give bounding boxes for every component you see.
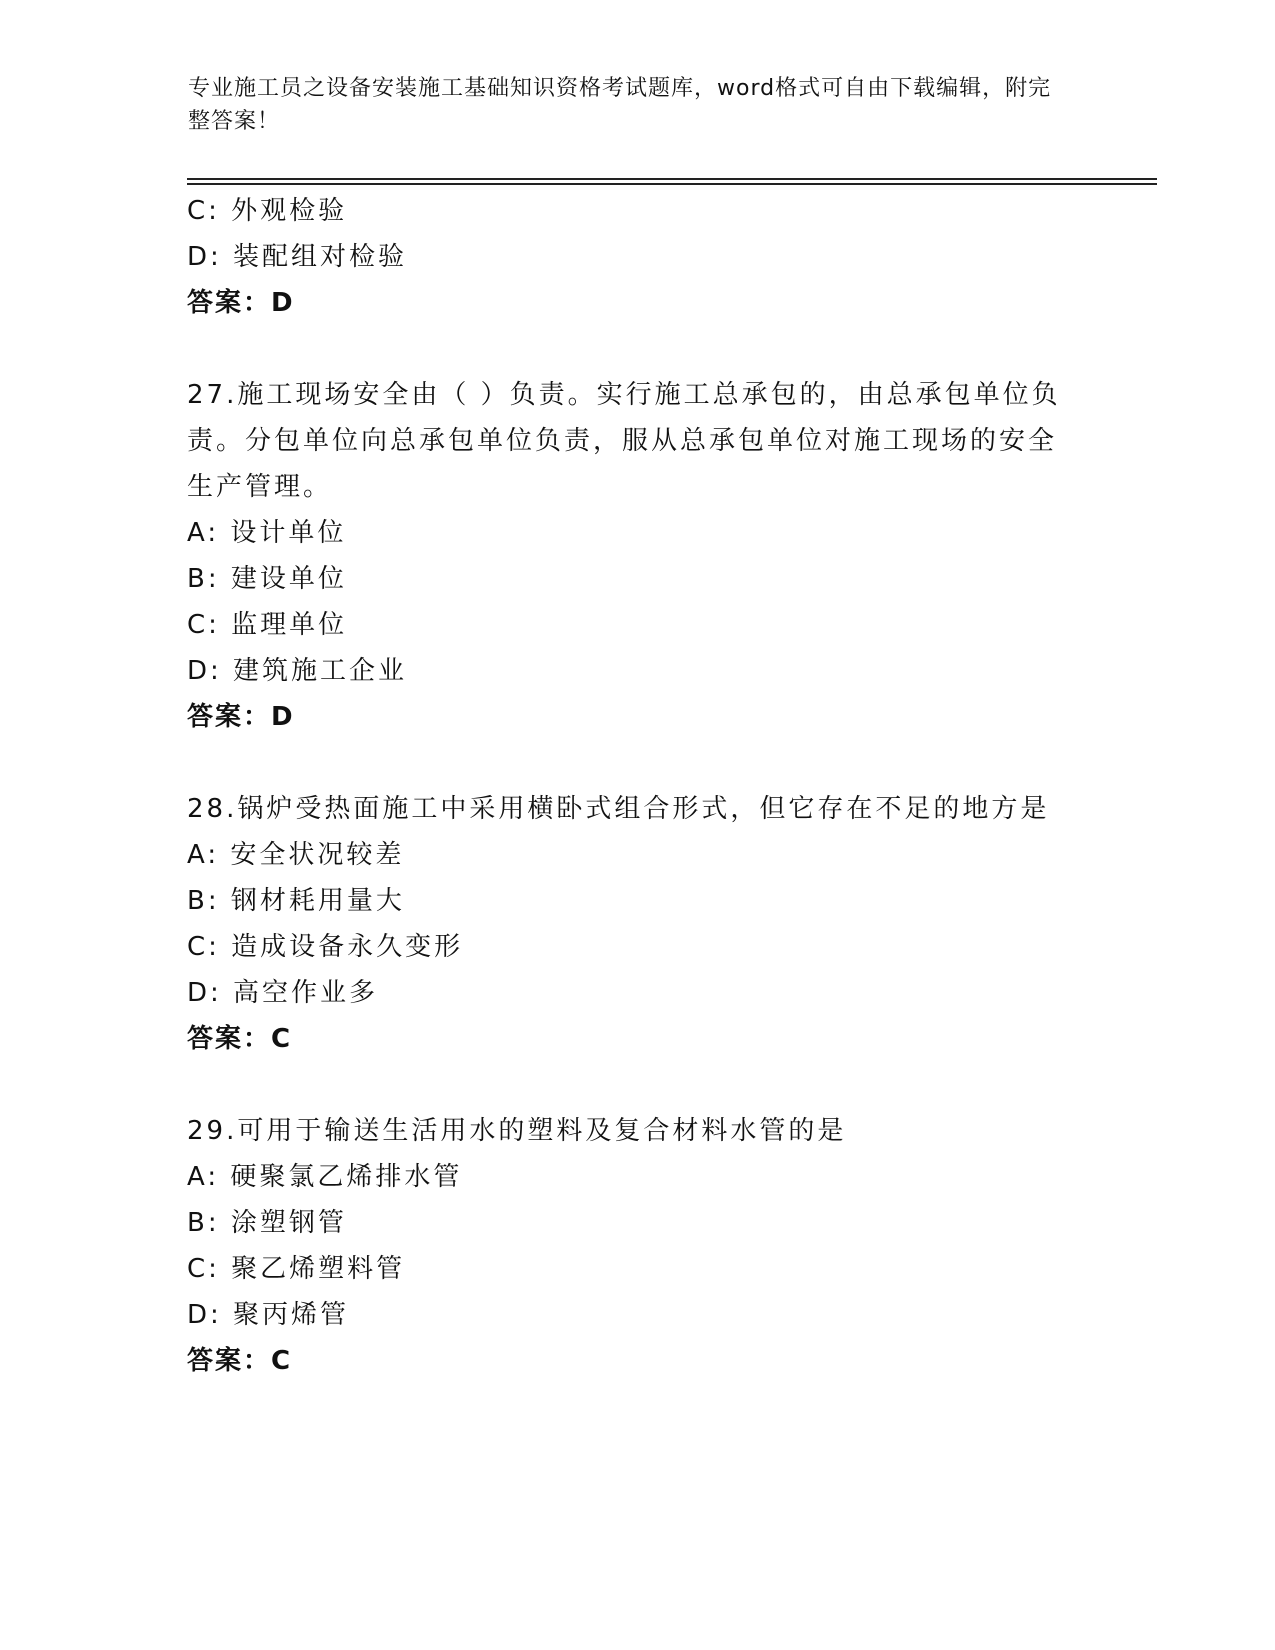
- answer-line: 答案：C: [187, 1024, 293, 1054]
- question-text: 27.施工现场安全由（ ）负责。实行施工总承包的，由总承包单位负责。分包单位向总承包单位负责，服从总承包单位对施工现场的安全生产管理。: [187, 380, 1061, 502]
- option-d: D: 高空作业多: [187, 978, 379, 1008]
- question-27: [187, 372, 1087, 740]
- option-d: D: 聚丙烯管: [187, 1300, 350, 1330]
- option-b: B: 钢材耗用量大: [187, 886, 405, 916]
- option-b: B: 涂塑钢管: [187, 1208, 347, 1238]
- question-text: 28.锅炉受热面施工中采用横卧式组合形式，但它存在不足的地方是: [187, 794, 1050, 824]
- option-c: C: 造成设备永久变形: [187, 932, 464, 962]
- header-text: 专业施工员之设备安装施工基础知识资格考试题库，word格式可自由下载编辑，附完整答案！: [188, 76, 1052, 134]
- question-text: 29.可用于输送生活用水的塑料及复合材料水管的是: [187, 1116, 847, 1146]
- answer-line: 答案：D: [187, 702, 295, 732]
- question-28: [187, 786, 1087, 1062]
- document-body: [187, 188, 1087, 1384]
- option-c: C: 外观检验: [187, 196, 348, 226]
- option-c: C: 监理单位: [187, 610, 348, 640]
- answer-line: 答案：D: [187, 288, 295, 318]
- option-d: D: 建筑施工企业: [187, 656, 408, 686]
- option-a: A: 硬聚氯乙烯排水管: [187, 1162, 463, 1192]
- option-a: A: 设计单位: [187, 518, 347, 548]
- option-a: A: 安全状况较差: [187, 840, 405, 870]
- answer-line: 答案：C: [187, 1346, 293, 1376]
- question-continued: [187, 188, 1087, 326]
- document-header: [188, 72, 1068, 138]
- header-divider-top: [187, 178, 1157, 180]
- question-29: [187, 1108, 1087, 1384]
- option-b: B: 建设单位: [187, 564, 347, 594]
- option-d: D: 装配组对检验: [187, 242, 408, 272]
- option-c: C: 聚乙烯塑料管: [187, 1254, 406, 1284]
- header-divider-bottom: [187, 183, 1157, 185]
